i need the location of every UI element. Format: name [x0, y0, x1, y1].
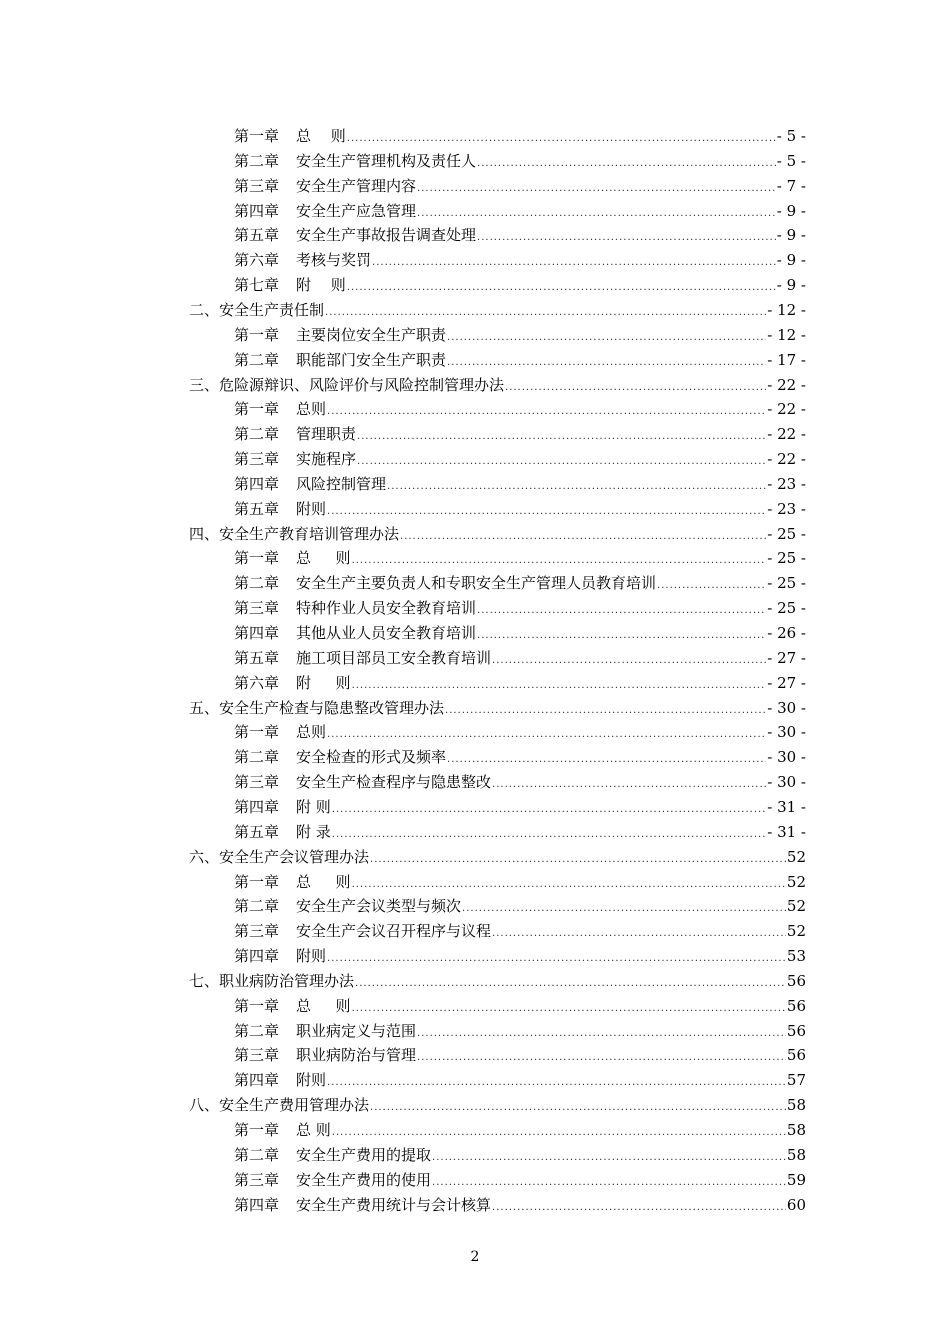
toc-chapter-entry[interactable]	[234, 1118, 806, 1143]
toc-chapter-entry[interactable]	[234, 720, 806, 745]
toc-entry-title: 其他从业人员安全教育培训	[296, 624, 477, 642]
toc-chapter-number: 第二章	[234, 574, 280, 593]
toc-dot-leader	[352, 548, 767, 573]
toc-dot-leader	[505, 375, 766, 400]
toc-entry-label	[234, 944, 326, 969]
toc-chapter-entry[interactable]	[234, 870, 806, 895]
toc-page-number: - 22 -	[767, 400, 806, 419]
toc-entry-title: 安全生产费用的使用	[296, 1170, 432, 1189]
toc-entry-label	[234, 994, 351, 1019]
toc-entry-label	[234, 870, 351, 895]
toc-dot-leader	[447, 325, 766, 350]
toc-dot-leader	[417, 176, 776, 201]
toc-dot-leader	[492, 648, 766, 673]
toc-chapter-entry[interactable]	[234, 820, 806, 845]
toc-entry-label	[234, 124, 346, 149]
toc-chapter-number: 第二章	[234, 151, 280, 170]
toc-chapter-number: 第二章	[234, 350, 280, 369]
toc-entry-title: 附则	[296, 499, 327, 518]
toc-chapter-entry[interactable]	[234, 596, 806, 621]
toc-entry-label	[234, 422, 356, 447]
toc-chapter-number: 第二章	[234, 425, 280, 444]
toc-chapter-entry[interactable]	[234, 1143, 806, 1168]
toc-chapter-number: 第三章	[234, 922, 280, 941]
toc-chapter-number: 第一章	[234, 549, 280, 568]
toc-chapter-number: 第五章	[234, 499, 280, 518]
toc-entry-title: 总 则	[296, 549, 351, 568]
toc-page-number: - 9 -	[776, 276, 806, 295]
toc-entry-title: 六、安全生产会议管理办法	[189, 847, 370, 866]
toc-chapter-number: 第一章	[234, 723, 280, 742]
toc-page-number: - 30 -	[767, 773, 806, 792]
toc-page-number: 56	[786, 996, 806, 1015]
toc-page-number: 52	[786, 922, 806, 941]
toc-dot-leader	[357, 449, 766, 474]
toc-page-number: - 25 -	[767, 599, 806, 618]
toc-chapter-entry[interactable]	[234, 497, 806, 522]
toc-entry-label	[234, 1143, 431, 1168]
toc-dot-leader	[370, 847, 786, 872]
toc-dot-leader	[352, 673, 767, 698]
toc-entry-title: 主要岗位安全生产职责	[296, 325, 447, 344]
toc-chapter-entry[interactable]	[234, 422, 806, 447]
toc-section-entry[interactable]	[189, 522, 806, 547]
toc-entry-title: 总则	[296, 400, 327, 419]
toc-entry-title: 附 录	[296, 822, 331, 841]
toc-dot-leader	[477, 151, 776, 176]
toc-page-number: 58	[786, 1121, 806, 1139]
toc-entry-title: 施工项目部员工安全教育培训	[296, 648, 492, 667]
toc-entry-title: 附 则	[296, 276, 346, 295]
toc-chapter-number: 第六章	[234, 673, 280, 692]
toc-page-number: - 5 -	[776, 151, 806, 170]
toc-page-number: - 25 -	[767, 574, 806, 593]
toc-entry-label	[189, 696, 444, 721]
toc-entry-title: 安全生产管理内容	[296, 176, 417, 195]
toc-entry-label	[234, 199, 416, 224]
toc-entry-label	[234, 174, 416, 199]
toc-dot-leader	[327, 499, 766, 524]
toc-chapter-entry[interactable]	[234, 1168, 806, 1193]
toc-entry-title: 四、安全生产教育培训管理办法	[189, 524, 400, 543]
toc-chapter-number: 第四章	[234, 624, 280, 642]
toc-chapter-entry[interactable]	[234, 248, 806, 273]
toc-chapter-entry[interactable]	[234, 994, 806, 1019]
toc-dot-leader	[332, 1120, 786, 1145]
toc-entry-title: 安全生产管理机构及责任人	[296, 151, 477, 170]
toc-page-number: - 25 -	[767, 549, 806, 568]
toc-page-number: 56	[786, 1046, 806, 1065]
toc-entry-title: 总则	[296, 723, 327, 742]
toc-entry-title: 实施程序	[296, 450, 357, 469]
toc-chapter-entry[interactable]	[234, 1019, 806, 1044]
toc-chapter-number: 第四章	[234, 947, 280, 966]
toc-chapter-entry[interactable]	[234, 273, 806, 298]
toc-section-entry[interactable]	[189, 373, 806, 398]
toc-chapter-number: 第一章	[234, 1121, 280, 1139]
toc-entry-label	[234, 273, 346, 298]
toc-chapter-entry[interactable]	[234, 323, 806, 348]
toc-dot-leader	[387, 474, 766, 499]
toc-dot-leader	[325, 300, 766, 325]
toc-section-entry[interactable]	[189, 845, 806, 870]
toc-section-entry[interactable]	[189, 969, 806, 994]
toc-entry-title: 职能部门安全生产职责	[296, 350, 447, 369]
toc-page-number: 57	[786, 1071, 806, 1090]
toc-dot-leader	[332, 797, 766, 822]
toc-chapter-entry[interactable]	[234, 124, 806, 149]
toc-page-number: 56	[786, 971, 806, 990]
toc-dot-leader	[477, 225, 776, 250]
toc-entry-title: 附 则	[296, 673, 351, 692]
toc-entry-label	[234, 621, 476, 646]
toc-dot-leader	[352, 872, 786, 897]
toc-page-number: 52	[786, 872, 806, 891]
toc-entry-title: 总 则	[296, 1121, 331, 1139]
toc-chapter-entry[interactable]	[234, 919, 806, 944]
toc-section-entry[interactable]	[189, 298, 806, 323]
toc-chapter-entry[interactable]	[234, 149, 806, 174]
toc-entry-title: 五、安全生产检查与隐患整改管理办法	[189, 698, 445, 717]
toc-entry-label	[234, 1068, 326, 1093]
toc-dot-leader	[417, 1021, 786, 1046]
toc-entry-label	[189, 845, 369, 870]
toc-entry-title: 八、安全生产费用管理办法	[189, 1096, 370, 1115]
toc-page-number: - 30 -	[767, 698, 806, 717]
toc-entry-title: 安全生产会议召开程序与议程	[296, 922, 492, 941]
toc-entry-title: 安全生产应急管理	[296, 201, 417, 220]
toc-chapter-entry[interactable]	[234, 546, 806, 571]
toc-entry-title: 三、危险源辩识、风险评价与风险控制管理办法	[189, 375, 505, 394]
toc-page-number: 59	[786, 1170, 806, 1189]
toc-dot-leader	[355, 971, 786, 996]
toc-chapter-number: 第三章	[234, 599, 280, 618]
toc-page-number: - 25 -	[767, 524, 806, 543]
toc-page-number: - 23 -	[767, 474, 806, 493]
toc-page-number: 58	[786, 1145, 806, 1164]
toc-entry-title: 安全生产事故报告调查处理	[296, 226, 477, 245]
toc-entry-label	[234, 1043, 416, 1068]
toc-chapter-number: 第五章	[234, 648, 280, 667]
toc-entry-label	[234, 671, 351, 696]
toc-chapter-entry[interactable]	[234, 1193, 806, 1218]
toc-entry-title: 安全生产费用统计与会计核算	[296, 1195, 492, 1214]
toc-section-entry[interactable]	[189, 696, 806, 721]
toc-chapter-entry[interactable]	[234, 174, 806, 199]
toc-chapter-entry[interactable]	[234, 621, 806, 646]
toc-entry-label	[234, 745, 446, 770]
toc-page-number: 60	[786, 1195, 806, 1214]
toc-dot-leader	[477, 598, 766, 623]
toc-page-number: - 27 -	[767, 673, 806, 692]
toc-entry-title: 总 则	[296, 127, 346, 145]
toc-entry-title: 安全生产会议类型与频次	[296, 897, 462, 916]
toc-page-number: - 9 -	[776, 226, 806, 245]
toc-chapter-entry[interactable]	[234, 944, 806, 969]
toc-dot-leader	[445, 698, 766, 723]
toc-chapter-entry[interactable]	[234, 1068, 806, 1093]
toc-entry-title: 二、安全生产责任制	[189, 300, 325, 319]
toc-entry-label	[234, 397, 326, 422]
toc-entry-title: 特种作业人员安全教育培训	[296, 599, 477, 618]
toc-entry-label	[234, 1118, 331, 1143]
toc-page-number: 53	[786, 947, 806, 966]
toc-dot-leader	[327, 946, 786, 971]
toc-entry-label	[234, 348, 446, 373]
toc-page-number: 58	[786, 1096, 806, 1115]
toc-chapter-number: 第六章	[234, 251, 280, 270]
toc-entry-label	[234, 720, 326, 745]
toc-dot-leader	[492, 772, 766, 797]
toc-page-number: - 12 -	[767, 325, 806, 344]
toc-chapter-entry[interactable]	[234, 745, 806, 770]
toc-entry-label	[234, 472, 386, 497]
toc-chapter-entry[interactable]	[234, 447, 806, 472]
toc-entry-label	[234, 323, 446, 348]
toc-chapter-number: 第五章	[234, 226, 280, 245]
toc-dot-leader	[447, 350, 766, 375]
page-number: 2	[470, 1249, 480, 1265]
toc-page-number: - 31 -	[767, 822, 806, 841]
toc-page-number: 52	[786, 897, 806, 916]
toc-dot-leader	[327, 399, 766, 424]
toc-entry-label	[234, 795, 331, 820]
toc-dot-leader	[357, 424, 766, 449]
toc-entry-label	[234, 447, 356, 472]
toc-chapter-number: 第二章	[234, 1021, 280, 1040]
toc-chapter-number: 第四章	[234, 1071, 280, 1090]
toc-chapter-number: 第三章	[234, 1046, 280, 1065]
toc-entry-label	[234, 149, 476, 174]
toc-entry-title: 附 则	[296, 797, 331, 816]
toc-dot-leader	[657, 573, 766, 598]
toc-entry-label	[234, 1193, 491, 1218]
toc-dot-leader	[492, 1195, 786, 1220]
toc-page-number: - 9 -	[776, 251, 806, 270]
toc-chapter-number: 第四章	[234, 1195, 280, 1214]
toc-chapter-entry[interactable]	[234, 770, 806, 795]
toc-dot-leader	[400, 524, 766, 549]
toc-entry-label	[234, 546, 351, 571]
toc-dot-leader	[370, 1095, 786, 1120]
toc-chapter-number: 第二章	[234, 1145, 280, 1164]
toc-dot-leader	[447, 747, 766, 772]
toc-page-number: - 9 -	[776, 201, 806, 220]
toc-chapter-number: 第七章	[234, 276, 280, 295]
toc-entry-label	[234, 571, 656, 596]
toc-entry-label	[234, 497, 326, 522]
toc-chapter-number: 第四章	[234, 797, 280, 816]
toc-page-number: - 30 -	[767, 748, 806, 767]
toc-entry-title: 职业病防治与管理	[296, 1046, 417, 1065]
toc-entry-title: 职业病定义与范围	[296, 1021, 417, 1040]
toc-chapter-number: 第一章	[234, 127, 280, 145]
toc-dot-leader	[432, 1145, 786, 1170]
toc-entry-title: 总 则	[296, 872, 351, 891]
toc-page-number: - 5 -	[776, 127, 806, 145]
toc-chapter-number: 第二章	[234, 897, 280, 916]
toc-page-number: 56	[786, 1021, 806, 1040]
toc-entry-label	[189, 522, 399, 547]
toc-chapter-entry[interactable]	[234, 397, 806, 422]
toc-entry-title: 风险控制管理	[296, 474, 387, 493]
toc-page-number: - 17 -	[767, 350, 806, 369]
toc-dot-leader	[462, 896, 786, 921]
toc-dot-leader	[432, 1170, 786, 1195]
toc-page-number: - 12 -	[767, 300, 806, 319]
toc-chapter-number: 第四章	[234, 201, 280, 220]
toc-chapter-number: 第二章	[234, 748, 280, 767]
toc-page-number: - 31 -	[767, 797, 806, 816]
toc-chapter-number: 第一章	[234, 996, 280, 1015]
toc-entry-label	[234, 248, 371, 273]
toc-page-number: - 30 -	[767, 723, 806, 742]
toc-chapter-entry[interactable]	[234, 199, 806, 224]
toc-dot-leader	[347, 126, 776, 151]
toc-page-number: - 22 -	[767, 450, 806, 469]
toc-entry-title: 七、职业病防治管理办法	[189, 971, 355, 990]
toc-entry-label	[189, 1093, 369, 1118]
toc-dot-leader	[417, 1045, 786, 1070]
toc-entry-label	[189, 969, 354, 994]
toc-chapter-entry[interactable]	[234, 1043, 806, 1068]
toc-chapter-number: 第三章	[234, 176, 280, 195]
toc-entry-label	[234, 1168, 431, 1193]
toc-chapter-number: 第四章	[234, 474, 280, 493]
toc-chapter-number: 第三章	[234, 450, 280, 469]
toc-chapter-entry[interactable]	[234, 348, 806, 373]
toc-entry-label	[234, 646, 491, 671]
toc-chapter-entry[interactable]	[234, 472, 806, 497]
toc-entry-title: 安全生产检查程序与隐患整改	[296, 773, 492, 792]
toc-dot-leader	[417, 201, 776, 226]
toc-entry-label	[189, 373, 504, 398]
toc-page-number: - 7 -	[776, 176, 806, 195]
toc-dot-leader	[352, 996, 786, 1021]
toc-entry-label	[234, 919, 491, 944]
toc-entry-title: 附则	[296, 1071, 327, 1090]
toc-entry-label	[234, 223, 476, 248]
toc-dot-leader	[492, 921, 786, 946]
toc-chapter-entry[interactable]	[234, 223, 806, 248]
toc-entry-title: 安全生产费用的提取	[296, 1145, 432, 1164]
toc-entry-title: 考核与奖罚	[296, 251, 372, 270]
toc-entry-title: 附则	[296, 947, 327, 966]
toc-chapter-entry[interactable]	[234, 646, 806, 671]
toc-entry-label	[234, 1019, 416, 1044]
toc-chapter-entry[interactable]	[234, 795, 806, 820]
toc-entry-title: 总 则	[296, 996, 351, 1015]
toc-page-number: - 22 -	[767, 425, 806, 444]
toc-entry-label	[234, 820, 331, 845]
toc-entry-label	[234, 894, 461, 919]
toc-entry-label	[189, 298, 324, 323]
toc-dot-leader	[332, 822, 766, 847]
toc-chapter-number: 第五章	[234, 822, 280, 841]
toc-entry-title: 安全检查的形式及频率	[296, 748, 447, 767]
toc-chapter-number: 第一章	[234, 400, 280, 419]
toc-dot-leader	[372, 250, 776, 275]
toc-chapter-number: 第三章	[234, 1170, 280, 1189]
toc-chapter-entry[interactable]	[234, 571, 806, 596]
toc-page-number: - 27 -	[767, 648, 806, 667]
toc-entry-title: 安全生产主要负责人和专职安全生产管理人员教育培训	[296, 574, 657, 593]
toc-chapter-number: 第一章	[234, 872, 280, 891]
toc-entry-title: 管理职责	[296, 425, 357, 444]
toc-dot-leader	[327, 1070, 786, 1095]
toc-dot-leader	[347, 275, 776, 300]
toc-dot-leader	[327, 722, 766, 747]
toc-page-number: - 22 -	[767, 375, 806, 394]
toc-chapter-entry[interactable]	[234, 671, 806, 696]
toc-entry-label	[234, 596, 476, 621]
toc-dot-leader	[477, 623, 766, 648]
toc-page-number: - 26 -	[767, 624, 806, 642]
toc-chapter-number: 第三章	[234, 773, 280, 792]
toc-entry-label	[234, 770, 491, 795]
toc-chapter-number: 第一章	[234, 325, 280, 344]
toc-section-entry[interactable]	[189, 1093, 806, 1118]
toc-chapter-entry[interactable]	[234, 894, 806, 919]
toc-page-number: - 23 -	[767, 499, 806, 518]
toc-page-number: 52	[786, 847, 806, 866]
